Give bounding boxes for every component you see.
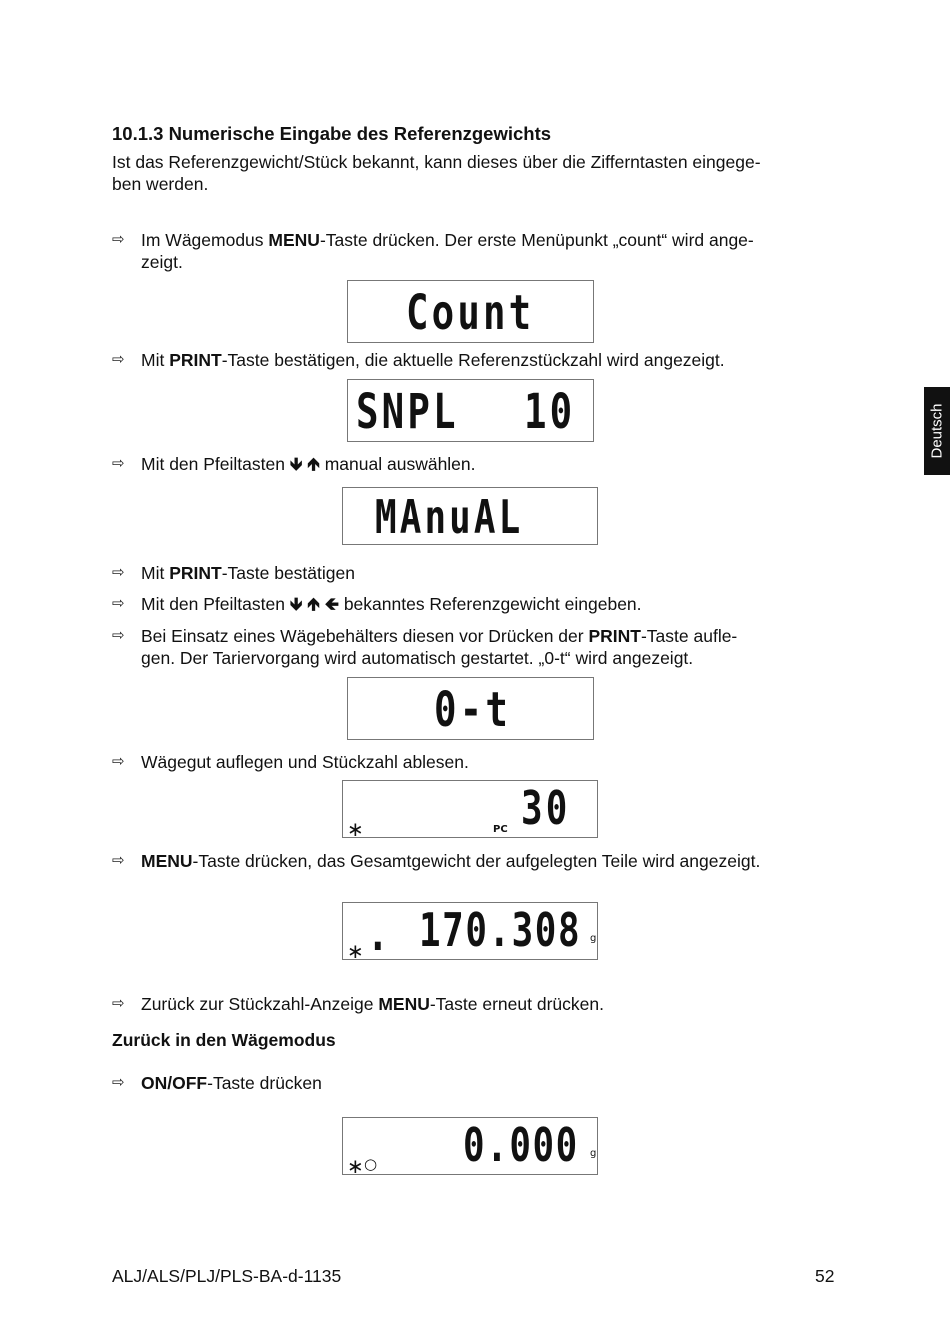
lcd-display-pieces — [342, 780, 598, 841]
arrow-down-icon: 🡻 — [289, 594, 303, 614]
lcd-pieces-value: 30 — [521, 781, 571, 835]
step-text: Im Wägemodus — [141, 230, 269, 250]
section-heading: 10.1.3 Numerische Eingabe des Referenzgewichts — [112, 123, 552, 144]
step-arrow-icon: ⇨ — [112, 455, 125, 472]
arrow-left-icon: 🡸 — [324, 594, 339, 614]
lcd-weight-dot: . — [367, 907, 392, 961]
step-text: Wägegut auflegen und Stückzahl ablesen. — [141, 752, 469, 772]
step-text: gen. Der Tariervorgang wird automatisch gestartet. „0-t“ wird angezeigt. — [141, 648, 694, 668]
key-name: PRINT — [169, 563, 222, 583]
step-text: Mit — [141, 350, 170, 370]
arrow-up-icon: 🡹 — [307, 594, 320, 614]
lcd-display-snpl — [347, 379, 594, 442]
lcd-weight-unit: g — [590, 933, 597, 944]
step-arrow-icon: ⇨ — [112, 231, 125, 248]
stability-star-icon: ∗ — [347, 1154, 364, 1178]
step-arrow-icon: ⇨ — [112, 627, 125, 644]
step-text: Mit den Pfeiltasten — [141, 454, 290, 474]
key-name: ON — [141, 1073, 168, 1093]
step-text: -Taste bestätigen — [221, 563, 355, 583]
step-read-pieces — [112, 751, 832, 773]
step-arrow-icon: ⇨ — [112, 753, 125, 770]
intro-paragraph — [112, 151, 842, 195]
step-select-manual — [112, 453, 832, 475]
lcd-zero-value: 0.000 — [463, 1118, 579, 1172]
step-print-confirm-2 — [112, 562, 832, 584]
footer-page-number: 52 — [815, 1266, 835, 1286]
lcd-zero-unit: g — [590, 1148, 597, 1159]
intro-line-1: Ist das Referenzgewicht/Stück bekannt, kann dieses über die Zifferntasten eingege- — [112, 152, 761, 172]
step-text: -Taste bestätigen, die aktuelle Referenzstückzahl wird angezeigt. — [221, 350, 725, 370]
step-text: Zurück zur Stückzahl-Anzeige — [141, 994, 379, 1014]
lcd-display-weight — [342, 902, 598, 963]
step-text: -Taste aufle- — [640, 626, 738, 646]
key-separator: / — [167, 1073, 173, 1093]
step-text: Bei Einsatz eines Wägebehälters diesen vor Drücken der — [141, 626, 589, 646]
stability-star-icon: ∗ — [347, 939, 364, 963]
subheading: Zurück in den Wägemodus — [112, 1030, 336, 1050]
lcd-manual-text: MAnuAL — [375, 490, 524, 544]
stability-star-icon: ∗ — [347, 817, 364, 841]
step-arrow-icon: ⇨ — [112, 351, 125, 368]
key-name: OFF — [172, 1073, 208, 1093]
step-back-to-pieces — [112, 993, 832, 1015]
step-tare — [112, 625, 832, 669]
lcd-pieces-unit: PC — [493, 824, 508, 835]
step-arrow-icon: ⇨ — [112, 852, 125, 869]
step-text: zeigt. — [141, 252, 183, 272]
lcd-display-manual — [342, 487, 598, 545]
step-text: -Taste drücken. Der erste Menüpunkt „count“ wird ange- — [319, 230, 754, 250]
arrow-down-icon: 🡻 — [289, 454, 303, 474]
key-name: MENU — [378, 994, 430, 1014]
step-text: -Taste drücken, das Gesamtgewicht der aufgelegten Teile wird angezeigt. — [192, 851, 761, 871]
step-text: Mit den Pfeiltasten — [141, 594, 290, 614]
lcd-display-count — [347, 280, 594, 343]
language-side-tab — [924, 387, 950, 475]
lcd-display-zero — [342, 1117, 598, 1178]
key-name: MENU — [268, 230, 320, 250]
lcd-snpl-value: 10 — [524, 384, 576, 440]
step-print-confirm — [112, 349, 832, 371]
step-on-off — [112, 1072, 832, 1094]
intro-line-2: ben werden. — [112, 174, 209, 194]
lcd-snpl-label: SNPL — [356, 384, 459, 440]
language-side-tab-label: Deutsch — [928, 403, 946, 459]
step-enter-weight — [112, 593, 832, 615]
lcd-count-text: Count — [406, 285, 535, 341]
step-text: -Taste drücken — [207, 1073, 322, 1093]
footer-doc-id: ALJ/ALS/PLJ/PLS-BA-d-1135 — [112, 1266, 342, 1286]
lcd-zero-tare-text: 0-t — [434, 682, 511, 738]
step-arrow-icon: ⇨ — [112, 995, 125, 1012]
step-text: Mit — [141, 563, 170, 583]
step-text: bekanntes Referenzgewicht eingeben. — [338, 594, 642, 614]
arrow-up-icon: 🡹 — [307, 454, 320, 474]
step-total-weight — [112, 850, 832, 872]
step-text: -Taste erneut drücken. — [429, 994, 604, 1014]
key-name: PRINT — [169, 350, 222, 370]
zero-indicator-icon: ○ — [364, 1155, 378, 1173]
key-name: PRINT — [588, 626, 641, 646]
step-arrow-icon: ⇨ — [112, 1074, 125, 1091]
key-name: MENU — [141, 851, 193, 871]
step-arrow-icon: ⇨ — [112, 595, 125, 612]
step-arrow-icon: ⇨ — [112, 564, 125, 581]
lcd-weight-value: 170.308 — [419, 903, 582, 957]
lcd-display-zero-tare — [347, 677, 594, 740]
step-menu-count — [112, 229, 832, 273]
step-text: manual auswählen. — [319, 454, 476, 474]
